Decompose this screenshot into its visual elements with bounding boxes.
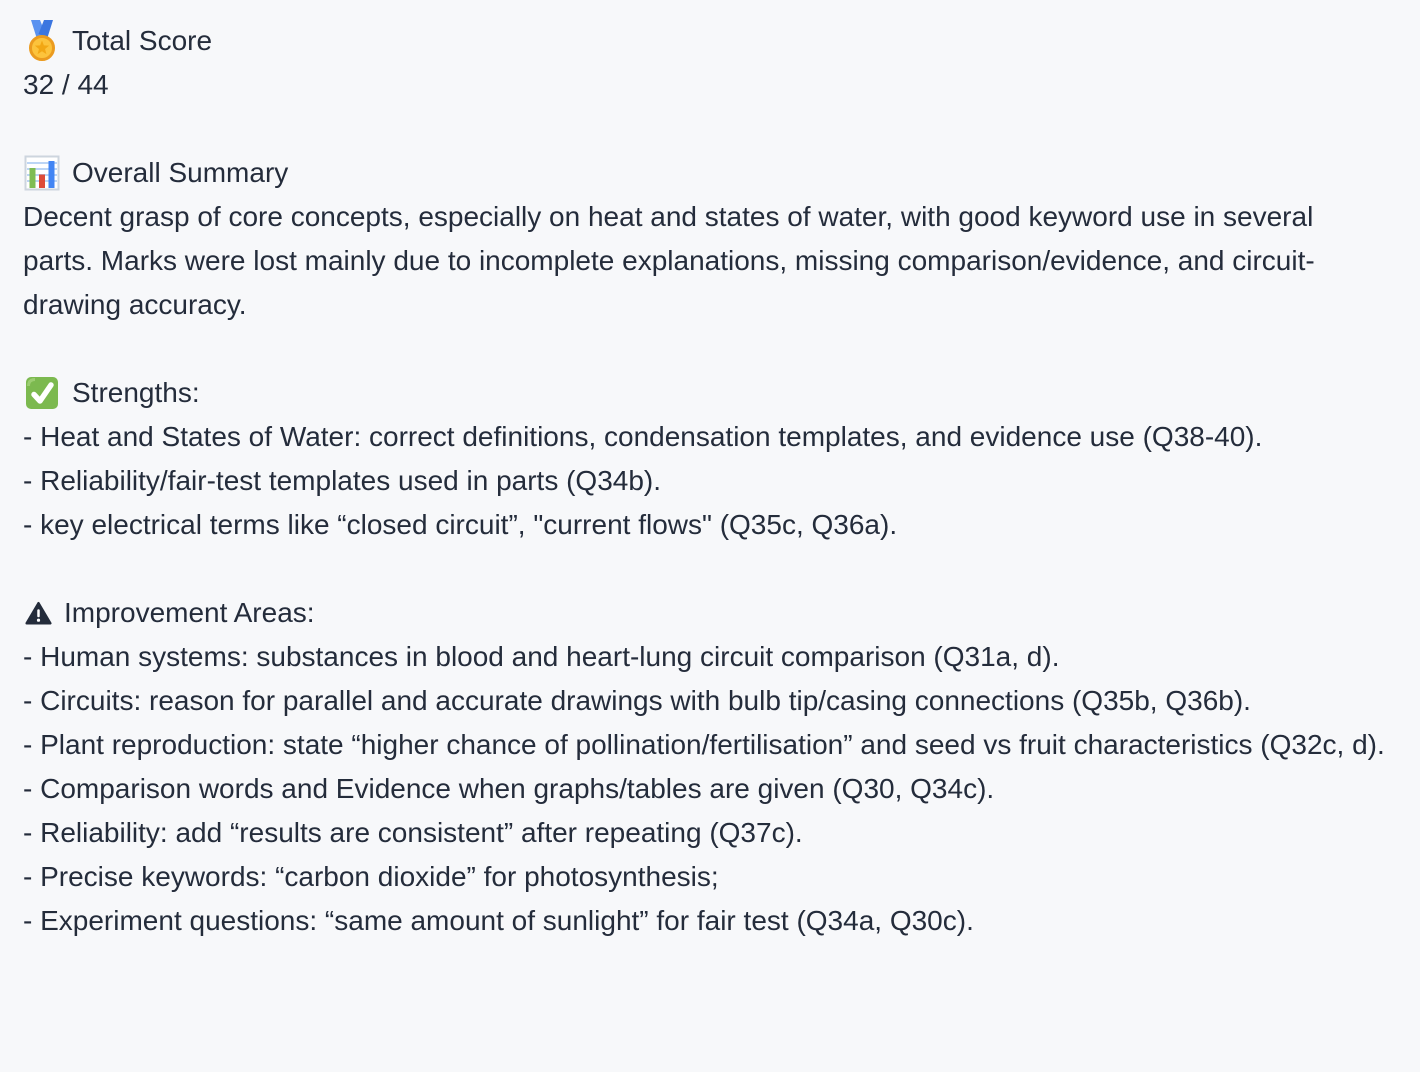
improvement-areas-section [23,591,1412,943]
strength-item: - Heat and States of Water: correct definitions, condensation templates, and evidence use (Q38-40). [23,421,1263,452]
improvement-item: - Human systems: substances in blood and heart-lung circuit comparison (Q31a, d). [23,641,1060,672]
improvement-areas-heading: Improvement Areas: [64,597,315,628]
overall-summary-text: Decent grasp of core concepts, especially on heat and states of water, with good keyword use in several parts. Marks were lost mainly due to incomplete explanations, missing comparison/evidence, and circuit-drawing accuracy. [23,201,1315,320]
overall-summary-section [23,151,1412,327]
strengths-heading: Strengths: [72,377,200,408]
overall-summary-heading: Overall Summary [72,157,289,188]
improvement-item: - Experiment questions: “same amount of sunlight” for fair test (Q34a, Q30c). [23,905,974,936]
improvement-item: - Plant reproduction: state “higher chance of pollination/fertilisation” and seed vs fruit characteristics (Q32c, d). [23,729,1385,760]
warning-icon [23,591,53,635]
total-score-heading: Total Score [72,25,213,56]
improvement-item: - Precise keywords: “carbon dioxide” for photosynthesis; [23,861,719,892]
total-score-heading-row [23,19,1412,63]
strengths-heading-row [23,371,1412,415]
bar-chart-icon [23,151,61,195]
improvement-areas-heading-row [23,591,1412,635]
strengths-section [23,371,1412,547]
total-score-value: 32 / 44 [23,69,109,100]
improvement-item: - Circuits: reason for parallel and accurate drawings with bulb tip/casing connections (Q35b, Q36b). [23,685,1251,716]
overall-summary-heading-row [23,151,1412,195]
total-score-section [23,19,1412,107]
sports-medal-icon [23,19,61,63]
improvement-item: - Comparison words and Evidence when graphs/tables are given (Q30, Q34c). [23,773,995,804]
check-mark-icon [23,371,61,415]
improvement-item: - Reliability: add “results are consistent” after repeating (Q37c). [23,817,803,848]
strength-item: - key electrical terms like “closed circuit”, "current flows" (Q35c, Q36a). [23,509,898,540]
strength-item: - Reliability/fair-test templates used in parts (Q34b). [23,465,662,496]
